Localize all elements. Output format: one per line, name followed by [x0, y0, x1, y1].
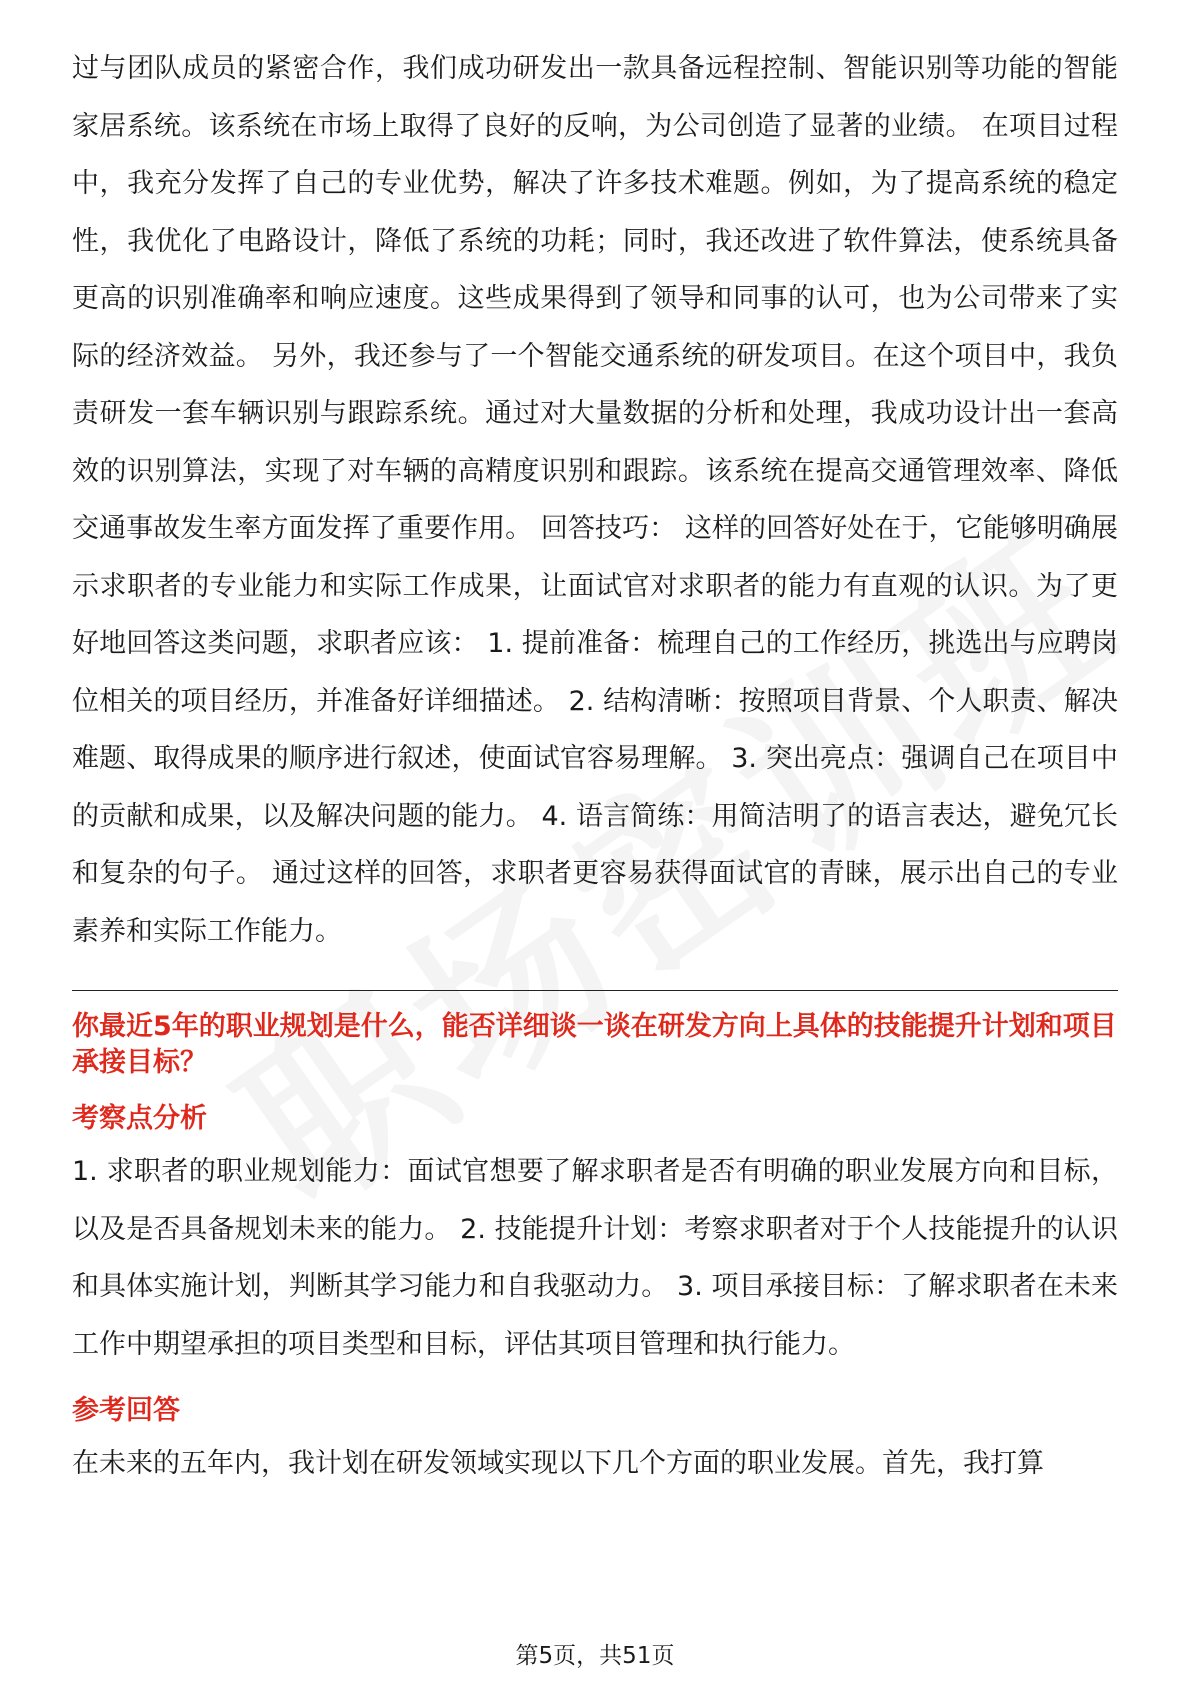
continuation-paragraph: 过与团队成员的紧密合作，我们成功研发出一款具备远程控制、智能识别等功能的智能家居系统。该系统在市场上取得了良好的反响，为公司创造了显著的业绩。 在项目过程中，我充分发挥了自己的专业优势，解决了许多技术难题。例如，为了提高系统的稳定性，我优化了电路设计，降低了系统的功耗；同时，我还改进了软件算法，使系统具备更高的识别准确率和响应速度。这些成果得到了领导和同事的认可，也为公司带来了实际的经济效益。 另外，我还参与了一个智能交通系统的研发项目。在这个项目中，我负责研发一套车辆识别与跟踪系统。通过对大量数据的分析和处理，我成功设计出一套高效的识别算法，实现了对车辆的高精度识别和跟踪。该系统在提高交通管理效率、降低交通事故发生率方面发挥了重要作用。 回答技巧： 这样的回答好处在于，它能够明确展示求职者的专业能力和实际工作成果，让面试官对求职者的能力有直观的认识。为了更好地回答这类问题，求职者应该： 1. 提前准备：梳理自己的工作经历，挑选出与应聘岗位相关的项目经历，并准备好详细描述。 2. 结构清晰：按照项目背景、个人职责、解决难题、取得成果的顺序进行叙述，使面试官容易理解。 3. 突出亮点：强调自己在项目中的贡献和成果，以及解决问题的能力。 4. 语言简练：用简洁明了的语言表达，避免冗长和复杂的句子。 通过这样的回答，求职者更容易获得面试官的青睐，展示出自己的专业素养和实际工作能力。 [72, 53, 1118, 947]
reference-answer-paragraph: 在未来的五年内，我计划在研发领域实现以下几个方面的职业发展。首先，我打算 [72, 1448, 1044, 1479]
document-page [72, 40, 1118, 1493]
analysis-heading: 考察点分析 [72, 1103, 207, 1134]
analysis-paragraph: 1. 求职者的职业规划能力：面试官想要了解求职者是否有明确的职业发展方向和目标，以及是否具备规划未来的能力。 2. 技能提升计划：考察求职者对于个人技能提升的认识和具体实施计划，判断其学习能力和自我驱动力。 3. 项目承接目标：了解求职者在未来工作中期望承担的项目类型和目标，评估其项目管理和执行能力。 [72, 1156, 1118, 1360]
interview-question: 你最近5年的职业规划是什么，能否详细谈一谈在研发方向上具体的技能提升计划和项目承接目标？ [72, 1011, 1117, 1078]
reference-answer-heading: 参考回答 [72, 1395, 180, 1426]
section-divider [72, 990, 1118, 991]
page-number: 第5页，共51页 [515, 1643, 675, 1669]
